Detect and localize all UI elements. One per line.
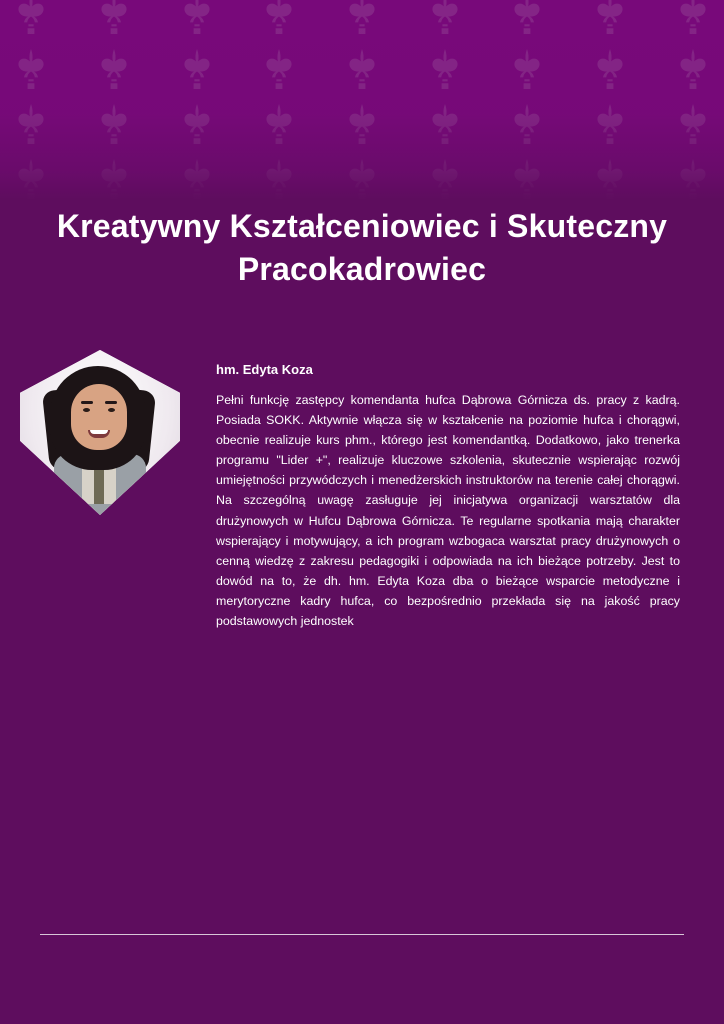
fleur-de-lis-icon <box>569 96 652 151</box>
portrait-image <box>20 350 180 515</box>
fleur-de-lis-icon <box>403 0 486 41</box>
fleur-de-lis-icon <box>238 41 321 96</box>
fleur-de-lis-icon <box>486 96 569 151</box>
fleur-de-lis-icon <box>0 96 73 151</box>
fleur-de-lis-icon <box>73 0 156 41</box>
fleur-de-lis-icon <box>73 41 156 96</box>
fleur-de-lis-icon <box>73 96 156 151</box>
fleur-de-lis-icon <box>569 151 652 200</box>
fleur-de-lis-icon <box>651 151 724 200</box>
fleur-de-lis-icon <box>486 41 569 96</box>
fleur-de-lis-icon <box>403 151 486 200</box>
fleur-de-lis-icon <box>238 0 321 41</box>
fleur-de-lis-icon <box>321 151 404 200</box>
fleur-de-lis-icon <box>569 41 652 96</box>
fleur-de-lis-icon <box>155 151 238 200</box>
fleur-de-lis-icon <box>0 41 73 96</box>
fleur-de-lis-icon <box>403 96 486 151</box>
fleur-de-lis-icon <box>73 151 156 200</box>
profile-photo <box>20 350 180 515</box>
header-pattern-band <box>0 0 724 200</box>
fleur-de-lis-icon <box>321 41 404 96</box>
fleur-de-lis-icon <box>321 0 404 41</box>
fleur-de-lis-icon <box>0 151 73 200</box>
fleur-de-lis-icon <box>569 0 652 41</box>
fleur-de-lis-icon <box>238 96 321 151</box>
fleur-de-lis-icon <box>155 41 238 96</box>
fleur-de-lis-icon <box>651 96 724 151</box>
fleur-de-lis-icon <box>0 0 73 41</box>
page-title: Kreatywny Kształceniowiec i Skuteczny Pracokadrowiec <box>56 208 668 288</box>
fleur-de-lis-icon <box>155 0 238 41</box>
fleur-de-lis-icon <box>155 96 238 151</box>
fleur-de-lis-icon <box>651 0 724 41</box>
profile-description: Pełni funkcję zastępcy komendanta hufca Dąbrowa Górnicza ds. pracy z kadrą. Posiada SOKK. Aktywnie włącza się w kształcenie na poziomie hufca i chorągwi, obecnie realizuje kurs phm., którego jest komendantką. Dodatkowo, jako trenerka programu "Lider +", realizuje kluczowe szkolenia, skutecznie wspierając rozwój umiejętności przywódczych i menedżerskich instruktorów na terenie całej chorągwi. Na szczególną uwagę zasługuje jej inicjatywa organizacji warsztatów dla drużynowych w Hufcu Dąbrowa Górnicza. Te regularne spotkania mają charakter wspierający i motywujący, a ich program wzbogaca warsztat pracy drużynowych o cenną wiedzę z zakresu pedagogiki i odpowiada na ich bieżące potrzeby. Jest to dowód na to, że dh. hm. Edyta Koza dba o bieżące wsparcie metodyczne i merytoryczne kadry hufca, co bezpośrednio przekłada się na jakość pracy podstawowych jednostek <box>216 393 680 629</box>
fleur-de-lis-icon <box>238 151 321 200</box>
fleur-de-lis-icon <box>651 41 724 96</box>
profile-name: hm. Edyta Koza <box>216 362 313 377</box>
fleur-de-lis-icon <box>486 0 569 41</box>
fleur-de-lis-icon <box>321 96 404 151</box>
fleur-de-lis-icon <box>403 41 486 96</box>
fleur-de-lis-icon <box>486 151 569 200</box>
fleur-de-lis-pattern <box>0 0 724 200</box>
footer-divider <box>40 934 684 935</box>
